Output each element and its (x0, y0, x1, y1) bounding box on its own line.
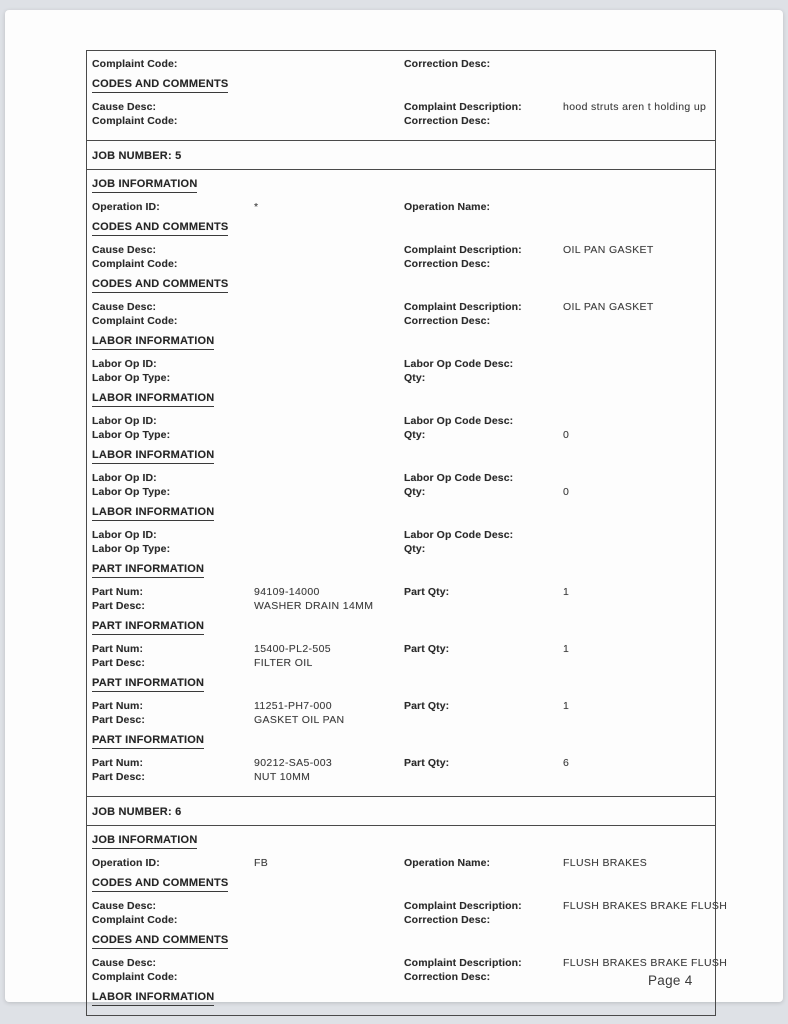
field-row (87, 899, 728, 913)
field-label: Correction Desc: (404, 258, 491, 270)
field-row (87, 428, 715, 442)
field-label: Labor Op Code Desc: (404, 529, 514, 541)
page-number: Page 4 (648, 973, 693, 988)
field-value: WASHER DRAIN 14MM (254, 600, 374, 612)
field-label: Correction Desc: (404, 971, 491, 983)
field-label: Part Qty: (404, 757, 450, 769)
field-row (87, 371, 715, 385)
field-row (87, 699, 715, 713)
field-label: Labor Op Type: (92, 486, 171, 498)
field-row (87, 585, 715, 599)
field-row (87, 485, 715, 499)
field-label: Part Qty: (404, 700, 450, 712)
field-label: Complaint Code: (92, 971, 178, 983)
field-row (87, 414, 715, 428)
field-row (87, 471, 715, 485)
job-number-text: JOB NUMBER: 6 (92, 806, 182, 818)
field-value: FLUSH BRAKES (563, 857, 648, 869)
field-label: Complaint Description: (404, 301, 522, 313)
field-label: Part Num: (92, 586, 144, 598)
field-label: Part Num: (92, 757, 144, 769)
field-value: 0 (563, 429, 570, 441)
field-label: Part Qty: (404, 643, 450, 655)
heading-codes-and-comments (87, 217, 715, 234)
field-value: 90212-SA5-003 (254, 757, 333, 769)
field-row (87, 970, 715, 984)
field-value: 11251-PH7-000 (254, 700, 332, 712)
heading-text: CODES AND COMMENTS (92, 278, 228, 293)
heading-part-information (87, 730, 715, 747)
field-value: 1 (563, 643, 570, 655)
field-row (87, 770, 715, 784)
field-label: Part Desc: (92, 714, 145, 726)
field-row (87, 243, 715, 257)
heading-text: LABOR INFORMATION (92, 506, 214, 521)
field-label: Qty: (404, 543, 426, 555)
field-label: Qty: (404, 429, 426, 441)
field-label: Complaint Code: (92, 58, 178, 70)
heading-text: LABOR INFORMATION (92, 392, 214, 407)
field-label: Operation Name: (404, 201, 491, 213)
field-row (87, 656, 715, 670)
field-value: FB (254, 857, 269, 869)
heading-text: CODES AND COMMENTS (92, 78, 228, 93)
heading-codes-and-comments (87, 74, 715, 91)
heading-text: PART INFORMATION (92, 563, 204, 578)
heading-text: PART INFORMATION (92, 620, 204, 635)
field-row (87, 599, 715, 613)
field-value: NUT 10MM (254, 771, 311, 783)
heading-labor-information (87, 388, 715, 405)
field-label: Labor Op Code Desc: (404, 472, 514, 484)
field-label: Correction Desc: (404, 115, 491, 127)
field-label: Complaint Description: (404, 900, 522, 912)
field-label: Part Qty: (404, 586, 450, 598)
field-row (87, 642, 715, 656)
field-value: FILTER OIL (254, 657, 313, 669)
field-row (87, 542, 715, 556)
heading-codes-and-comments (87, 930, 715, 947)
heading-text: JOB INFORMATION (92, 834, 197, 849)
field-value: hood struts aren t holding up (563, 101, 707, 113)
field-label: Labor Op ID: (92, 358, 157, 370)
field-label: Part Desc: (92, 600, 145, 612)
field-value: OIL PAN GASKET (563, 301, 654, 313)
heading-text: LABOR INFORMATION (92, 335, 214, 350)
field-row (87, 913, 715, 927)
field-label: Correction Desc: (404, 914, 491, 926)
field-row (87, 528, 715, 542)
field-label: Complaint Code: (92, 315, 178, 327)
field-value: 1 (563, 700, 570, 712)
heading-part-information (87, 559, 715, 576)
field-row (87, 57, 715, 71)
field-label: Part Desc: (92, 657, 145, 669)
field-label: Part Num: (92, 643, 144, 655)
heading-job-information (87, 830, 715, 847)
field-row (87, 300, 715, 314)
field-row (87, 357, 715, 371)
field-value: 94109-14000 (254, 586, 320, 598)
heading-text: CODES AND COMMENTS (92, 221, 228, 236)
job-number-banner (87, 796, 715, 826)
field-label: Cause Desc: (92, 301, 157, 313)
field-label: Correction Desc: (404, 315, 491, 327)
field-label: Labor Op Code Desc: (404, 358, 514, 370)
field-row (87, 756, 715, 770)
field-label: Labor Op ID: (92, 415, 157, 427)
field-value: 0 (563, 486, 570, 498)
field-label: Operation ID: (92, 857, 160, 869)
field-label: Part Desc: (92, 771, 145, 783)
field-value: 1 (563, 586, 570, 598)
field-row (87, 956, 728, 970)
field-value: FLUSH BRAKES BRAKE FLUSH (563, 957, 728, 969)
field-label: Complaint Description: (404, 101, 522, 113)
field-label: Labor Op Type: (92, 429, 171, 441)
heading-text: PART INFORMATION (92, 734, 204, 749)
heading-codes-and-comments (87, 274, 715, 291)
heading-labor-information (87, 502, 715, 519)
heading-part-information (87, 673, 715, 690)
field-label: Part Num: (92, 700, 144, 712)
field-value: FLUSH BRAKES BRAKE FLUSH (563, 900, 728, 912)
heading-codes-and-comments (87, 873, 715, 890)
field-value: OIL PAN GASKET (563, 244, 654, 256)
field-value: 6 (563, 757, 570, 769)
heading-text: CODES AND COMMENTS (92, 934, 228, 949)
field-label: Qty: (404, 486, 426, 498)
field-row (87, 713, 715, 727)
field-label: Complaint Description: (404, 957, 522, 969)
field-label: Cause Desc: (92, 101, 157, 113)
field-value: * (254, 201, 259, 213)
field-label: Cause Desc: (92, 957, 157, 969)
report-content-box (86, 50, 728, 1016)
field-value: GASKET OIL PAN (254, 714, 345, 726)
heading-text: LABOR INFORMATION (92, 991, 214, 1006)
heading-text: PART INFORMATION (92, 677, 204, 692)
heading-labor-information (87, 987, 715, 1004)
heading-text: LABOR INFORMATION (92, 449, 214, 464)
field-label: Labor Op Type: (92, 543, 171, 555)
field-label: Complaint Code: (92, 115, 178, 127)
field-label: Labor Op Code Desc: (404, 415, 514, 427)
field-label: Labor Op ID: (92, 529, 157, 541)
field-row (87, 257, 715, 271)
field-label: Labor Op ID: (92, 472, 157, 484)
field-row (87, 200, 715, 214)
field-label: Cause Desc: (92, 244, 157, 256)
field-label: Cause Desc: (92, 900, 157, 912)
heading-labor-information (87, 445, 715, 462)
job-number-banner (87, 140, 715, 170)
job-number-text: JOB NUMBER: 5 (92, 150, 182, 162)
field-row (87, 114, 715, 128)
field-label: Correction Desc: (404, 58, 491, 70)
field-label: Qty: (404, 372, 426, 384)
field-row (87, 314, 715, 328)
field-row (87, 856, 715, 870)
heading-text: JOB INFORMATION (92, 178, 197, 193)
field-label: Operation Name: (404, 857, 491, 869)
heading-text: CODES AND COMMENTS (92, 877, 228, 892)
heading-job-information (87, 174, 715, 191)
field-label: Complaint Code: (92, 914, 178, 926)
field-row (87, 100, 715, 114)
heading-labor-information (87, 331, 715, 348)
field-value: 15400-PL2-505 (254, 643, 331, 655)
heading-part-information (87, 616, 715, 633)
field-label: Operation ID: (92, 201, 160, 213)
field-label: Labor Op Type: (92, 372, 171, 384)
field-label: Complaint Description: (404, 244, 522, 256)
field-label: Complaint Code: (92, 258, 178, 270)
